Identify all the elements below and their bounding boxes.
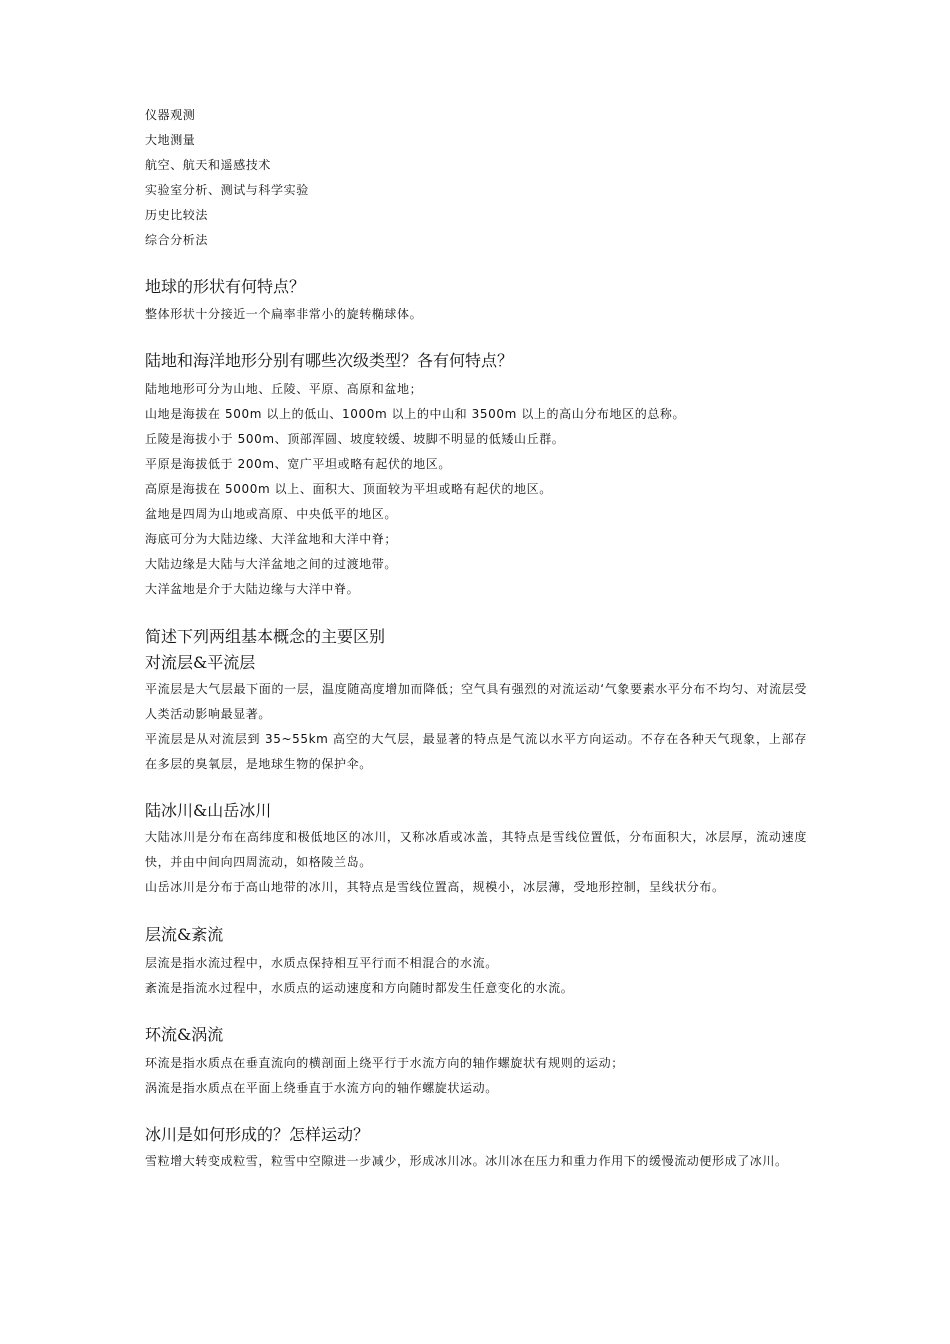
method-item: 历史比较法 [145, 208, 209, 222]
method-item: 大地测量 [145, 133, 196, 147]
subheading-flow: 层流&紊流 [145, 925, 224, 944]
subheading-circulation: 环流&涡流 [145, 1025, 224, 1044]
method-item: 仪器观测 [145, 108, 196, 122]
paragraph-mountain-glacier: 山岳冰川是分布于高山地带的冰川，其特点是雪线位置高，规模小，冰层薄，受地形控制，呈线状分布。 [145, 880, 725, 894]
answer-earth-shape: 整体形状十分接近一个扁率非常小的旋转椭球体。 [145, 307, 423, 321]
answer-line: 丘陵是海拔小于 500m、顶部浑圆、坡度较缓、坡脚不明显的低矮山丘群。 [145, 432, 565, 446]
answer-line: 高原是海拔在 5000m 以上、面积大、顶面较为平坦或略有起伏的地区。 [145, 482, 552, 496]
answer-line: 大洋盆地是介于大陆边缘与大洋中脊。 [145, 582, 360, 596]
answer-line: 海底可分为大陆边缘、大洋盆地和大洋中脊； [145, 532, 398, 546]
answer-vortex: 涡流是指水质点在平面上绕垂直于水流方向的轴作螺旋状运动。 [145, 1081, 498, 1095]
answer-line: 陆地地形可分为山地、丘陵、平原、高原和盆地； [145, 382, 423, 396]
answer-line: 平原是海拔低于 200m、宽广平坦或略有起伏的地区。 [145, 457, 452, 471]
paragraph-troposphere: 平流层是大气层最下面的一层，温度随高度增加而降低；空气具有强烈的对流运动‘气象要素水平分布不均匀、对流层受人类活动影响最显著。 [145, 682, 807, 721]
question-heading-landforms: 陆地和海洋地形分别有哪些次级类型？各有何特点？ [145, 351, 514, 370]
subheading-glacier: 陆冰川&山岳冰川 [145, 801, 272, 820]
question-heading-concepts: 简述下列两组基本概念的主要区别 [145, 627, 386, 646]
question-heading-earth-shape: 地球的形状有何特点？ [145, 277, 306, 296]
method-item: 实验室分析、测试与科学实验 [145, 183, 309, 197]
answer-turbulent-flow: 紊流是指流水过程中，水质点的运动速度和方向随时都发生任意变化的水流。 [145, 981, 574, 995]
paragraph-continental-glacier: 大陆冰川是分布在高纬度和极低地区的冰川，又称冰盾或冰盖，其特点是雪线位置低，分布面积大，冰层厚，流动速度快，并由中间向四周流动，如格陵兰岛。 [145, 830, 807, 869]
method-item: 航空、航天和遥感技术 [145, 158, 272, 172]
answer-line: 盆地是四周为山地或高原、中央低平的地区。 [145, 507, 398, 521]
answer-line: 山地是海拔在 500m 以上的低山、1000m 以上的中山和 3500m 以上的高山分布地区的总称。 [145, 407, 686, 421]
answer-laminar-flow: 层流是指水流过程中，水质点保持相互平行而不相混合的水流。 [145, 956, 498, 970]
subheading-troposphere: 对流层&平流层 [145, 653, 256, 672]
answer-circulation: 环流是指水质点在垂直流向的横剖面上绕平行于水流方向的轴作螺旋状有规则的运动； [145, 1056, 624, 1070]
answer-line: 大陆边缘是大陆与大洋盆地之间的过渡地带。 [145, 557, 398, 571]
paragraph-glacier-formation: 雪粒增大转变成粒雪，粒雪中空隙进一步减少，形成冰川冰。冰川冰在压力和重力作用下的缓慢流动便形成了冰川。 [145, 1154, 788, 1168]
method-item: 综合分析法 [145, 233, 209, 247]
question-heading-glacier-formation: 冰川是如何形成的？怎样运动？ [145, 1125, 370, 1144]
paragraph-stratosphere: 平流层是从对流层到 35~55km 高空的大气层，最显著的特点是气流以水平方向运动。不存在各种天气现象，上部存在多层的臭氧层，是地球生物的保护伞。 [145, 732, 807, 771]
